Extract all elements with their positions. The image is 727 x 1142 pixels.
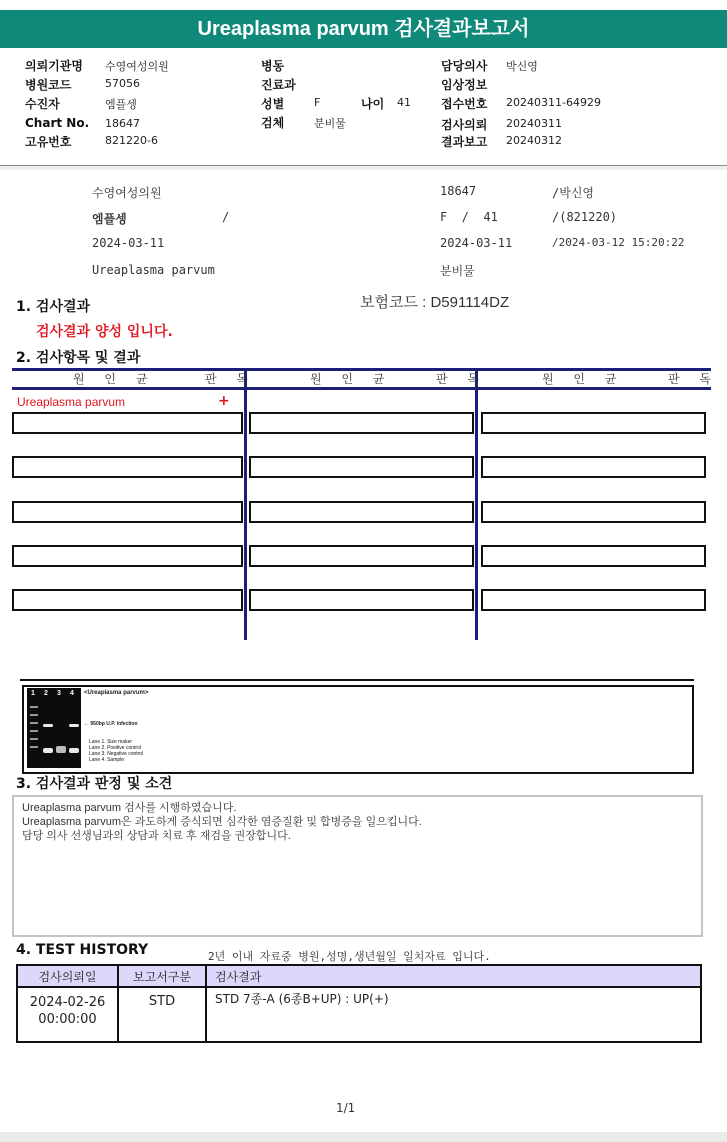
info-date: 2024-03-11 — [92, 236, 165, 250]
lane-number: 3 — [57, 690, 61, 697]
hdr-value-unique-no: 821220-6 — [105, 134, 158, 147]
grid-divider-1 — [244, 368, 247, 640]
lane-number: 2 — [44, 690, 48, 697]
hdr-value-doctor: 박신영 — [506, 60, 538, 73]
primer-band — [69, 748, 79, 753]
gel-legend-item: Lane 3. Negative control — [89, 751, 144, 757]
section4-title: 4. TEST HISTORY — [16, 942, 149, 958]
sample-band — [69, 724, 79, 727]
hdr-value-request-date: 20240311 — [506, 117, 562, 130]
report-title: Ureaplasma parvum 검사결과보고서 — [0, 10, 727, 48]
info-doctor: /박신영 — [552, 186, 595, 200]
result-cell — [481, 589, 706, 611]
ladder-band — [30, 738, 38, 740]
lane-number: 4 — [70, 690, 74, 697]
history-date: 2024-02-26 — [29, 995, 106, 1010]
info-report-datetime: /2024-03-12 15:20:22 — [552, 236, 685, 249]
hdr-label-age: 나이 — [361, 97, 385, 111]
col-organism-1: 원 인 균 — [73, 372, 156, 386]
hdr-value-institution: 수영여성의원 — [105, 60, 169, 73]
history-col-result: 검사결과 — [206, 965, 701, 987]
findings-line: Ureaplasma parvum은 과도하게 증식되면 심각한 염증질환 및 합병증을 일으킵니다. — [22, 816, 422, 828]
hdr-value-report-date: 20240312 — [506, 134, 562, 147]
history-type: STD — [118, 987, 206, 1042]
hdr-label-clinical-info: 임상정보 — [441, 78, 488, 92]
result-cell — [249, 589, 474, 611]
hdr-value-patient: 엠플셍 — [105, 98, 137, 111]
hdr-value-sex: F — [314, 96, 321, 109]
result-cell — [249, 412, 474, 434]
hdr-label-patient: 수진자 — [25, 97, 60, 111]
result-cell — [12, 456, 243, 478]
history-header-row — [17, 965, 701, 987]
info-chart-no: 18647 — [440, 184, 477, 198]
hdr-value-hospital-code: 57056 — [105, 77, 140, 90]
info-birth: /(821220) — [552, 210, 618, 224]
info-patient-name: 엠플셍 — [92, 212, 127, 226]
primer-band — [43, 748, 53, 753]
history-note: 2년 이내 자료중 병원,성명,생년월일 일치자료 입니다. — [208, 950, 491, 963]
hdr-label-unique-no: 고유번호 — [25, 135, 72, 149]
info-slash: / — [222, 210, 230, 224]
header-band — [0, 166, 727, 170]
findings-box — [12, 795, 703, 937]
section3-title: 3. 검사결과 판정 및 소견 — [16, 776, 173, 792]
info-test-name: Ureaplasma parvum — [92, 263, 215, 277]
result-cell — [12, 501, 243, 523]
hdr-label-institution: 의뢰기관명 — [25, 59, 83, 73]
ladder-band — [30, 722, 38, 724]
positive-band — [43, 724, 53, 727]
hdr-label-sex: 성별 — [261, 97, 285, 111]
hdr-label-specimen: 검체 — [261, 116, 285, 130]
hdr-label-report-date: 결과보고 — [441, 135, 488, 149]
result-cell — [249, 501, 474, 523]
result-cell — [12, 589, 243, 611]
info-institution: 수영여성의원 — [92, 186, 162, 200]
ladder-band — [30, 746, 38, 748]
grid-header-line — [12, 387, 711, 390]
table-row — [17, 987, 701, 1042]
lane-number: 1 — [31, 690, 35, 697]
history-time: 00:00:00 — [38, 1012, 97, 1027]
col-judgment-2: 판 독 — [436, 372, 487, 386]
hdr-value-specimen: 분비물 — [314, 117, 346, 130]
result-judgment: + — [218, 393, 230, 409]
gel-band-label: ← 950bp U.P. infection — [84, 721, 138, 727]
section2-title: 2. 검사항목 및 결과 — [16, 350, 141, 366]
col-organism-3: 원 인 균 — [542, 372, 625, 386]
history-date-cell — [17, 987, 118, 1042]
history-col-type: 보고서구분 — [118, 965, 206, 987]
col-organism-2: 원 인 균 — [310, 372, 393, 386]
footer-band — [0, 1132, 727, 1142]
hdr-label-request-date: 검사의뢰 — [441, 118, 488, 132]
ladder-band — [30, 706, 38, 708]
gel-image — [27, 688, 81, 768]
result-organism: Ureaplasma parvum — [17, 395, 126, 409]
page-number: 1/1 — [336, 1101, 356, 1115]
hdr-label-doctor: 담당의사 — [441, 59, 488, 73]
result-cell — [249, 545, 474, 567]
info-sex-age: F / 41 — [440, 210, 498, 224]
primer-band — [56, 746, 66, 753]
gel-legend-item: Lane 1. Size maker — [89, 739, 133, 745]
result-cell — [12, 412, 243, 434]
info-receipt-date: 2024-03-11 — [440, 236, 513, 250]
gel-title: <Ureaplasma parvum> — [84, 690, 149, 696]
result-cell — [12, 545, 243, 567]
history-table — [16, 964, 702, 1043]
result-cell — [481, 501, 706, 523]
ladder-band — [30, 714, 38, 716]
gel-divider — [20, 679, 694, 681]
result-cell — [481, 545, 706, 567]
hdr-value-chart-no: 18647 — [105, 117, 140, 130]
result-cell — [249, 456, 474, 478]
ladder-band — [30, 730, 38, 732]
col-judgment-1: 판 독 — [205, 372, 256, 386]
hdr-label-chart-no: Chart No. — [25, 116, 90, 130]
grid-divider-2 — [475, 368, 478, 640]
hdr-label-receipt-no: 접수번호 — [441, 97, 488, 111]
hdr-value-receipt-no: 20240311-64929 — [506, 96, 601, 109]
result-cell — [481, 456, 706, 478]
result-summary: 검사결과 양성 입니다. — [36, 324, 173, 340]
info-specimen: 분비물 — [440, 264, 475, 278]
findings-line: 담당 의사 선생님과의 상담과 치료 후 재검을 권장합니다. — [22, 830, 291, 842]
history-col-date: 검사의뢰일 — [17, 965, 118, 987]
hdr-label-ward: 병동 — [261, 59, 285, 73]
hdr-label-department: 진료과 — [261, 78, 296, 92]
result-cell — [481, 412, 706, 434]
insurance-code: 보험코드 : D591114DZ — [360, 294, 510, 311]
hdr-value-age: 41 — [397, 96, 411, 109]
section1-title: 1. 검사결과 — [16, 299, 91, 315]
findings-line: Ureaplasma parvum 검사를 시행하였습니다. — [22, 802, 237, 814]
gel-legend-item: Lane 4. Sample — [89, 757, 125, 763]
hdr-label-hospital-code: 병원코드 — [25, 78, 72, 92]
history-result: STD 7종-A (6종B+UP) : UP(+) — [206, 987, 701, 1042]
col-judgment-3: 판 독 — [668, 372, 719, 386]
gel-legend-item: Lane 2. Positive control — [89, 745, 141, 751]
